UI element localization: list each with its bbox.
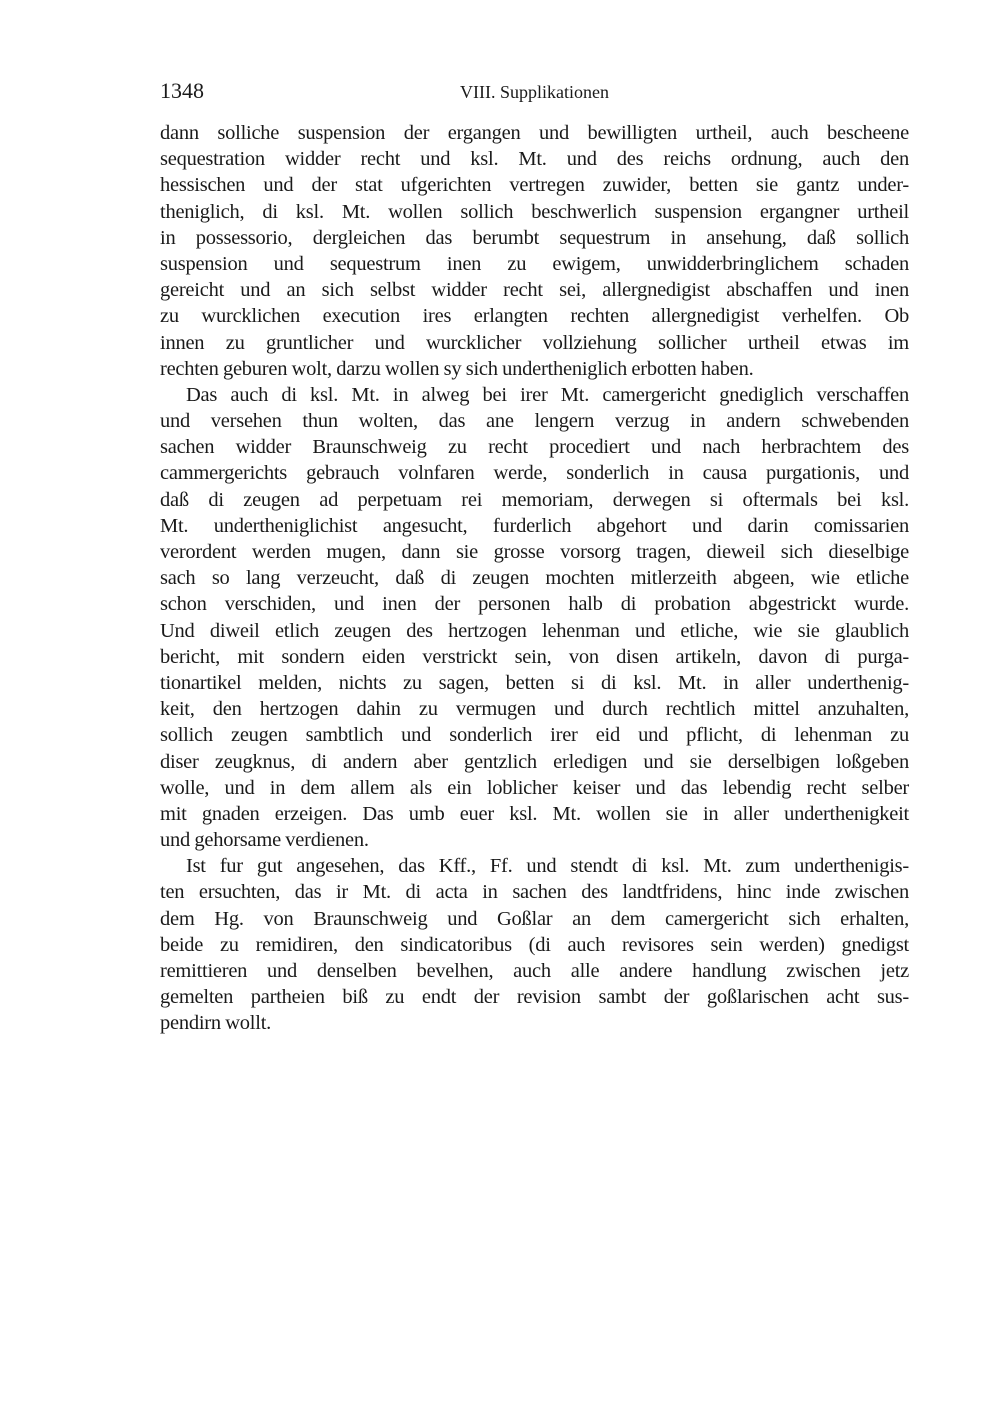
text-line: keit, den hertzogen dahin zu vermugen und durch rechtlich mittel anzuhalten, [160, 698, 909, 721]
paragraph [160, 382, 909, 853]
text-line: in possessorio, dergleichen das berumbt sequestrum in ansehung, daß sollich [160, 226, 909, 249]
text-line: theniglich, di ksl. Mt. wollen sollich beschwerlich suspension ergangner urtheil [160, 200, 909, 223]
text-line: dem Hg. von Braunschweig und Goßlar an dem camergericht sich erhalten, [160, 907, 909, 930]
text-line: tionartikel melden, nichts zu sagen, betten si di ksl. Mt. in aller underthenig- [160, 671, 909, 694]
text-line: suspension und sequestrum inen zu ewigem, unwidderbringlichem schaden [160, 252, 909, 275]
paragraph [160, 120, 909, 382]
text-line: bericht, mit sondern eiden verstrickt sein, von disen artikeln, davon di purga- [160, 645, 909, 668]
text-line: dann solliche suspension der ergangen und bewilligten urtheil, auch bescheene [160, 122, 909, 144]
text-line: wolle, und in dem allem als ein loblicher keiser und das lebendig recht selber [160, 776, 909, 799]
text-line: gemelten partheien biß zu endt der revision sambt der goßlarischen acht sus- [160, 986, 909, 1009]
text-line: verordent werden mugen, dann sie grosse vorsorg tragen, dieweil sich dieselbige [160, 541, 909, 563]
running-title: VIII. Supplikationen [460, 82, 609, 102]
text-line: cammergerichts gebrauch volnfaren werde, sonderlich in causa purgationis, und [160, 462, 909, 485]
text-line: Und diweil etlich zeugen des hertzogen lehenman und etliche, wie sie glaublich [160, 619, 909, 642]
text-line: ten ersuchten, das ir Mt. di acta in sachen des landtfridens, hinc inde zwischen [160, 881, 909, 904]
text-line: rechten geburen wolt, darzu wollen sy sich undertheniglich erbotten haben. [160, 357, 754, 380]
text-line: sachen widder Braunschweig zu recht procediert und nach herbrachtem des [160, 436, 909, 459]
text-line: zu wurcklichen execution ires erlangten rechten allergnedigist verhelfen. Ob [160, 305, 909, 328]
text-line: diser zeugknus, di andern aber gentzlich erledigen und sie derselbigen loßgeben [160, 750, 909, 773]
text-line: schon verschiden, und inen der personen halb di probation abgestrickt wurde. [160, 593, 909, 616]
text-line: Mt. undertheniglichist angesucht, furderlich abgehort und darin comissarien [160, 514, 909, 537]
text-line: remittieren und denselben bevelhen, auch alle andere handlung zwischen jetz [160, 960, 909, 982]
text-line: sequestration widder recht und ksl. Mt. und des reichs ordnung, auch den [160, 148, 909, 171]
paragraph [160, 853, 909, 1036]
text-line: und versehen thun wolten, das ane lengern verzug in andern schwebenden [160, 410, 909, 433]
text-line: hessischen und der stat ufgerichten vertregen zuwider, betten sie gantz under- [160, 174, 909, 197]
text-line: Ist fur gut angesehen, das Kff., Ff. und stendt di ksl. Mt. zum underthenigis- [186, 855, 909, 878]
text-line: Das auch di ksl. Mt. in alweg bei irer Mt. camergericht gnediglich verschaffen [186, 383, 909, 406]
text-line: gereicht und an sich selbst widder recht sei, allergnedigist abschaffen und inen [160, 279, 909, 302]
text-line: sollich zeugen sambtlich und sonderlich irer eid und pflicht, di lehenman zu [160, 724, 909, 747]
body-text [160, 120, 909, 1037]
text-line: und gehorsame verdienen. [160, 829, 369, 852]
page-header [160, 78, 909, 108]
text-line: sach so lang verzeucht, daß di zeugen mochten mitlerzeith abgeen, wie etliche [160, 567, 909, 590]
page-number: 1348 [160, 78, 204, 103]
text-line: beide zu remidiren, den sindicatoribus (di auch revisores sein werden) gnedigst [160, 933, 909, 956]
text-line: pendirn wollt. [160, 1012, 272, 1035]
text-line: innen zu gruntlicher und wurcklicher vollziehung sollicher urtheil etwas im [160, 331, 909, 354]
text-line: mit gnaden erzeigen. Das umb euer ksl. Mt. wollen sie in aller underthenigkeit [160, 802, 909, 825]
text-line: daß di zeugen ad perpetuam rei memoriam, derwegen si oftermals bei ksl. [160, 488, 909, 511]
